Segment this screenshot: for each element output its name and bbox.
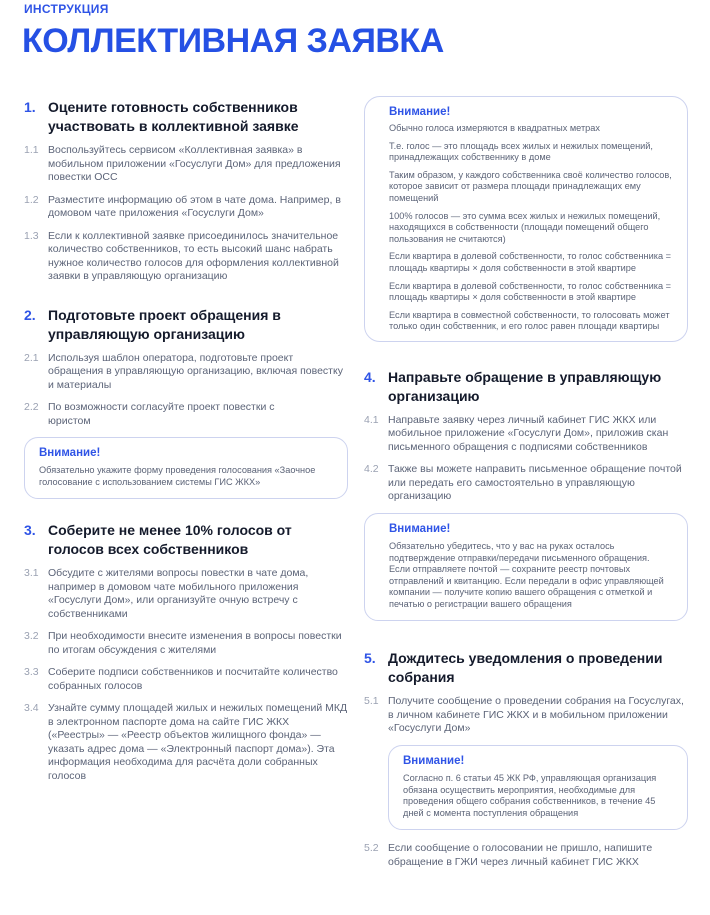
- notice-title: Внимание!: [403, 754, 465, 767]
- item-text: Разместите информацию об этом в чате дома. Например, в домовом чате приложения «Госуслуги Дом»: [48, 193, 341, 219]
- item-number: 1.1: [24, 144, 39, 156]
- section-2: [24, 306, 348, 500]
- notice-title: Внимание!: [389, 522, 451, 535]
- section-5: [364, 649, 688, 869]
- notice-box: [24, 437, 348, 499]
- section-number: 3.: [24, 522, 36, 539]
- right-column: [364, 96, 688, 885]
- notice-box: [388, 745, 688, 830]
- notice-text: Обязательно убедитесь, что у вас на руках осталось подтверждение отправки/передачи письменного обращения. Если отправляете почтой — сохраните реестр почтовых отправлений и квитанцию. Если передали в офис управляющей компании — получите копию вашего обращения с отметкой и печатью о регистрации вашего обращения: [389, 540, 664, 609]
- item-number: 1.3: [24, 229, 39, 242]
- list-item: [24, 567, 348, 621]
- section-number: 4.: [364, 368, 376, 385]
- notice-text: Обязательно укажите форму проведения голосования «Заочное голосование с использованием системы ГИС ЖКХ»: [39, 465, 316, 487]
- list-item: [364, 842, 688, 869]
- item-text: Если к коллективной заявке присоединилось значительное количество собственников, то есть высокий шанс набрать нужное количество голосов для оформления коллективной заявки в управляющую организацию: [48, 229, 339, 282]
- section-number: 2.: [24, 306, 36, 323]
- item-number: 2.1: [24, 351, 39, 364]
- item-text: Соберите подписи собственников и посчитайте количество собранных голосов: [48, 666, 338, 692]
- section-title: Дождитесь уведомления о проведении собрания: [388, 650, 663, 686]
- item-number: 5.2: [364, 842, 379, 855]
- notice-paragraph: Обычно голоса измеряются в квадратных метрах: [389, 123, 600, 133]
- item-number: 3.1: [24, 567, 39, 580]
- item-text: Если сообщение о голосовании не пришло, напишите обращение в ГЖИ через личный кабинет ГИС ЖКХ: [388, 842, 653, 868]
- section-title: Соберите не менее 10% голосов от голосов всех собственников: [48, 522, 292, 558]
- list-item: [24, 630, 348, 657]
- item-text: Также вы можете направить письменное обращение почтой или передать его самостоятельно в управляющую организацию: [388, 463, 682, 503]
- item-number: 2.2: [24, 401, 39, 413]
- list-item: [24, 144, 348, 185]
- notice-paragraph: Если квартира в долевой собственности, то голос собственника = площадь квартиры × доля собственности в этой квартире: [389, 280, 672, 303]
- item-number: 5.1: [364, 695, 379, 708]
- item-number: 1.2: [24, 193, 39, 206]
- section-number: 5.: [364, 650, 376, 667]
- notice-box-votes: [364, 96, 688, 342]
- page-title: КОЛЛЕКТИВНАЯ ЗАЯВКА: [22, 22, 444, 60]
- list-item: [24, 401, 348, 428]
- notice-paragraph: Если квартира в долевой собственности, то голос собственника = площадь квартиры × доля собственности в этой квартире: [389, 251, 672, 273]
- notice-paragraph: Таким образом, у каждого собственника своё количество голосов, которое зависит от размера площади принадлежащих ему помещений: [389, 169, 672, 203]
- notice-paragraph: 100% голосов — это сумма всех жилых и нежилых помещений, находящихся в собственности (площади помещений общего пользования не считаются): [389, 210, 661, 244]
- item-text: Обсудите с жителями вопросы повестки в чате дома, например в домовом чате мобильного приложения «Госуслуги Дом», или организуйте очную встречу с собственниками: [48, 567, 309, 620]
- list-item: [24, 352, 348, 393]
- notice-box: [364, 513, 688, 622]
- notice-text: Согласно п. 6 статьи 45 ЖК РФ, управляющая организация обязана осуществить мероприятия, необходимые для проведения общего собрания собственников, в течение 45 дней с момента поступления обращения: [403, 772, 657, 818]
- list-item: [24, 666, 348, 693]
- list-item: [364, 463, 688, 504]
- list-item: [24, 230, 348, 284]
- item-text: При необходимости внесите изменения в вопросы повестки по итогам обсуждения с жителями: [48, 630, 342, 656]
- list-item: [364, 695, 688, 736]
- item-text: Воспользуйтесь сервисом «Коллективная заявка» в мобильном приложении «Госуслуги Дом» для предложения повестки ОСС: [48, 144, 341, 183]
- item-number: 4.1: [364, 413, 379, 426]
- section-number: 1.: [24, 99, 36, 115]
- left-column: [24, 98, 348, 799]
- item-text: Получите сообщение о проведении собрания на Госуслугах, в личном кабинете ГИС ЖКХ и в мобильном приложении «Госуслуги Дом»: [388, 695, 684, 735]
- notice-title: Внимание!: [389, 106, 451, 118]
- list-item: [24, 702, 348, 783]
- section-title: Подготовьте проект обращения в управляющую организацию: [48, 306, 281, 342]
- section-1: [24, 98, 348, 284]
- item-text: Направьте заявку через личный кабинет ГИС ЖКХ или мобильное приложение «Госуслуги Дом», приложив скан письменного обращения с подписями собственников: [388, 413, 669, 453]
- header-kicker: ИНСТРУКЦИЯ: [24, 2, 109, 16]
- item-number: 3.3: [24, 666, 39, 679]
- section-4: [364, 368, 688, 622]
- section-3: [24, 521, 348, 783]
- list-item: [364, 414, 688, 455]
- notice-title: Внимание!: [39, 447, 101, 459]
- list-item: [24, 194, 348, 221]
- section-title: Оцените готовность собственников участвовать в коллективной заявке: [48, 99, 299, 134]
- item-number: 3.4: [24, 702, 39, 715]
- item-number: 4.2: [364, 463, 379, 476]
- item-number: 3.2: [24, 630, 39, 643]
- section-title: Направьте обращение в управляющую организацию: [388, 368, 662, 404]
- item-text: Узнайте сумму площадей жилых и нежилых помещений МКД в электронном паспорте дома на сайте ГИС ЖКХ («Реестры» — «Реестр объектов жилищного фонда» — указать адрес дома — «Электронный паспорт дома»). Эта информация необходима для расчёта доли собранных голосов: [48, 702, 348, 782]
- notice-paragraph: Если квартира в совместной собственности, то голосовать может только один собственник, и его голос равен площади квартиры: [389, 309, 670, 332]
- item-text: Используя шаблон оператора, подготовьте проект обращения в управляющую организацию, включая повестку и материалы: [48, 351, 343, 391]
- item-text: По возможности согласуйте проект повестки с юристом: [48, 401, 275, 427]
- notice-paragraph: Т.е. голос — это площадь всех жилых и нежилых помещений, принадлежащих собственнику в доме: [389, 140, 653, 163]
